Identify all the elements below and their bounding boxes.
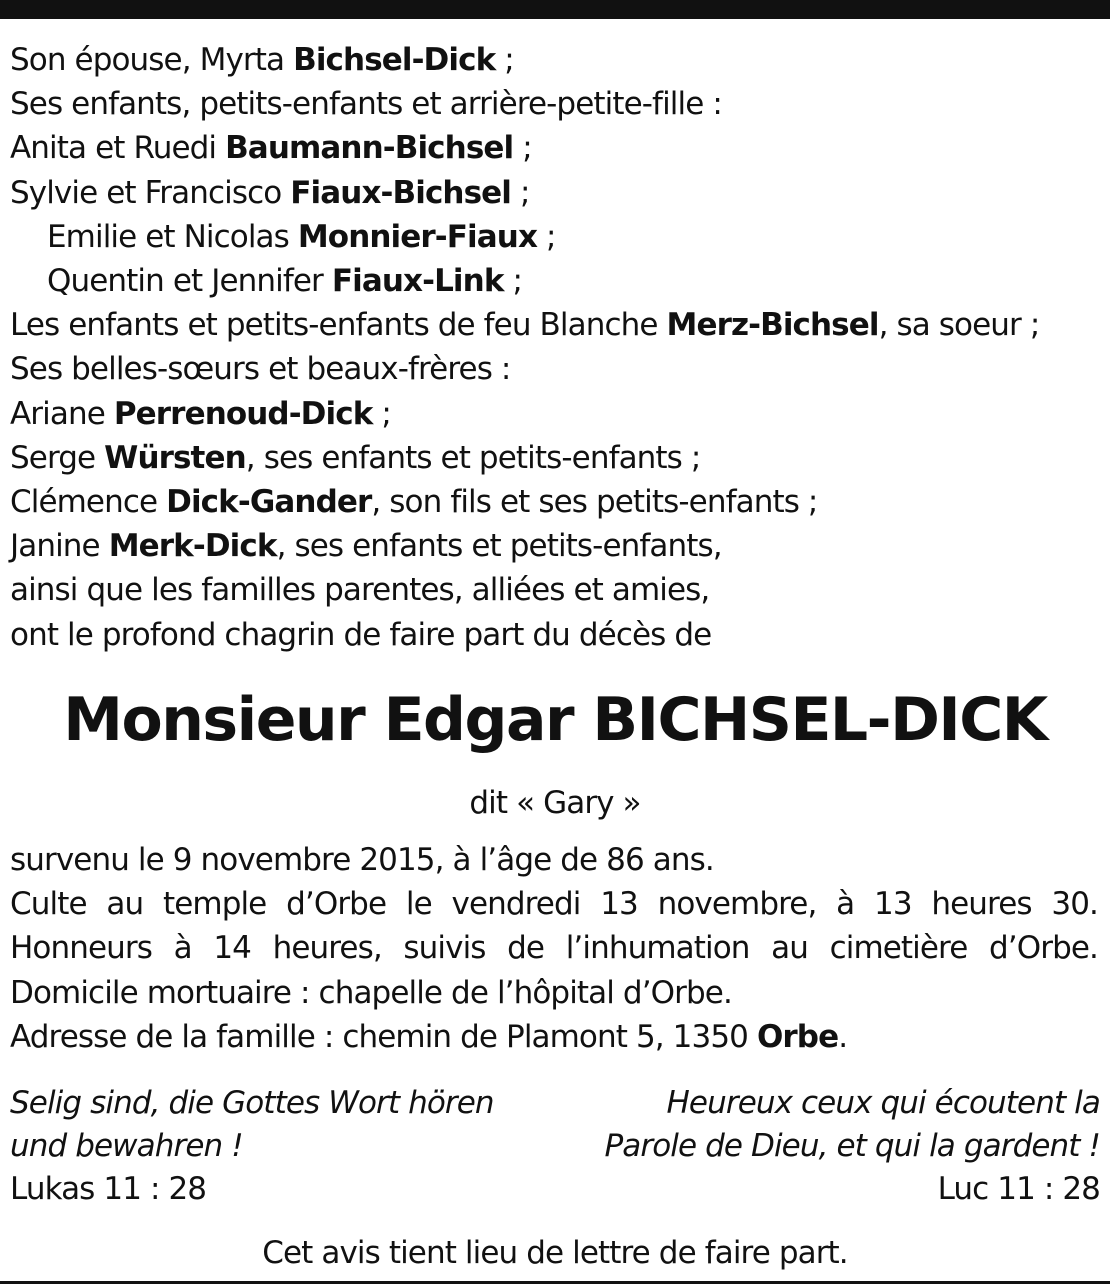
family-surname: Dick-Gander (166, 484, 372, 521)
verse-reference: Lukas 11 : 28 (10, 1171, 207, 1207)
deceased-nickname: dit « Gary » (469, 785, 641, 821)
family-surname: Fiaux-Link (331, 263, 504, 300)
deceased-name: Monsieur Edgar BICHSEL-DICK (63, 685, 1047, 755)
family-line: Emilie et Nicolas Monnier-Fiaux ; (47, 218, 556, 255)
family-line: Clémence Dick-Gander, son fils et ses petits-enfants ; (10, 484, 818, 521)
family-line: Janine Merk-Dick, ses enfants et petits-enfants, (10, 528, 722, 565)
family-surname: Baumann-Bichsel (225, 130, 514, 167)
verse-german (10, 1082, 530, 1211)
details-line: Honneurs à 14 heures, suivis de l’inhumation au cimetière d’Orbe. (10, 930, 1098, 967)
family-line: Quentin et Jennifer Fiaux-Link ; (47, 263, 523, 300)
verse-text: Heureux ceux qui écoutent la (666, 1085, 1100, 1121)
top-rule (0, 0, 1110, 19)
details-line: Domicile mortuaire : chapelle de l’hôpital d’Orbe. (10, 974, 732, 1011)
family-line: ont le profond chagrin de faire part du décès de (10, 616, 712, 653)
family-surname: Würsten (104, 439, 246, 476)
family-line: ainsi que les familles parentes, alliées et amies, (10, 572, 710, 609)
family-list (10, 38, 1105, 657)
family-surname: Merz-Bichsel (666, 307, 879, 344)
details-line: Culte au temple d’Orbe le vendredi 13 novembre, à 13 heures 30. (10, 886, 1098, 923)
family-line: Son épouse, Myrta Bichsel-Dick ; (10, 42, 514, 78)
details-line: survenu le 9 novembre 2015, à l’âge de 86 ans. (10, 842, 714, 878)
verse-text: Selig sind, die Gottes Wort hören (10, 1085, 494, 1121)
verse-french (540, 1082, 1100, 1211)
verse-text: und bewahren ! (10, 1128, 243, 1164)
family-surname: Perrenoud-Dick (113, 395, 373, 432)
family-line: Ses enfants, petits-enfants et arrière-petite-fille : (10, 86, 722, 123)
bottom-rule (0, 1281, 1110, 1284)
family-surname: Fiaux-Bichsel (290, 174, 512, 211)
address-town: Orbe (756, 1018, 839, 1055)
family-line: Sylvie et Francisco Fiaux-Bichsel ; (10, 174, 530, 211)
family-line: Ariane Perrenoud-Dick ; (10, 395, 391, 432)
family-line: Serge Würsten, ses enfants et petits-enfants ; (10, 439, 701, 476)
family-surname: Bichsel-Dick (293, 42, 496, 78)
closing-note: Cet avis tient lieu de lettre de faire part. (262, 1235, 848, 1271)
family-line: Anita et Ruedi Baumann-Bichsel ; (10, 130, 532, 167)
family-address: Adresse de la famille : chemin de Plamont 5, 1350 Orbe. (10, 1018, 848, 1055)
family-surname: Merk-Dick (108, 528, 277, 565)
family-line: Les enfants et petits-enfants de feu Blanche Merz-Bichsel, sa soeur ; (10, 307, 1040, 344)
family-line: Ses belles-sœurs et beaux-frères : (10, 351, 511, 388)
family-surname: Monnier-Fiaux (297, 218, 538, 255)
verse-reference: Luc 11 : 28 (937, 1171, 1100, 1207)
verse-text: Parole de Dieu, et qui la gardent ! (604, 1128, 1100, 1164)
funeral-details (10, 838, 1098, 1059)
